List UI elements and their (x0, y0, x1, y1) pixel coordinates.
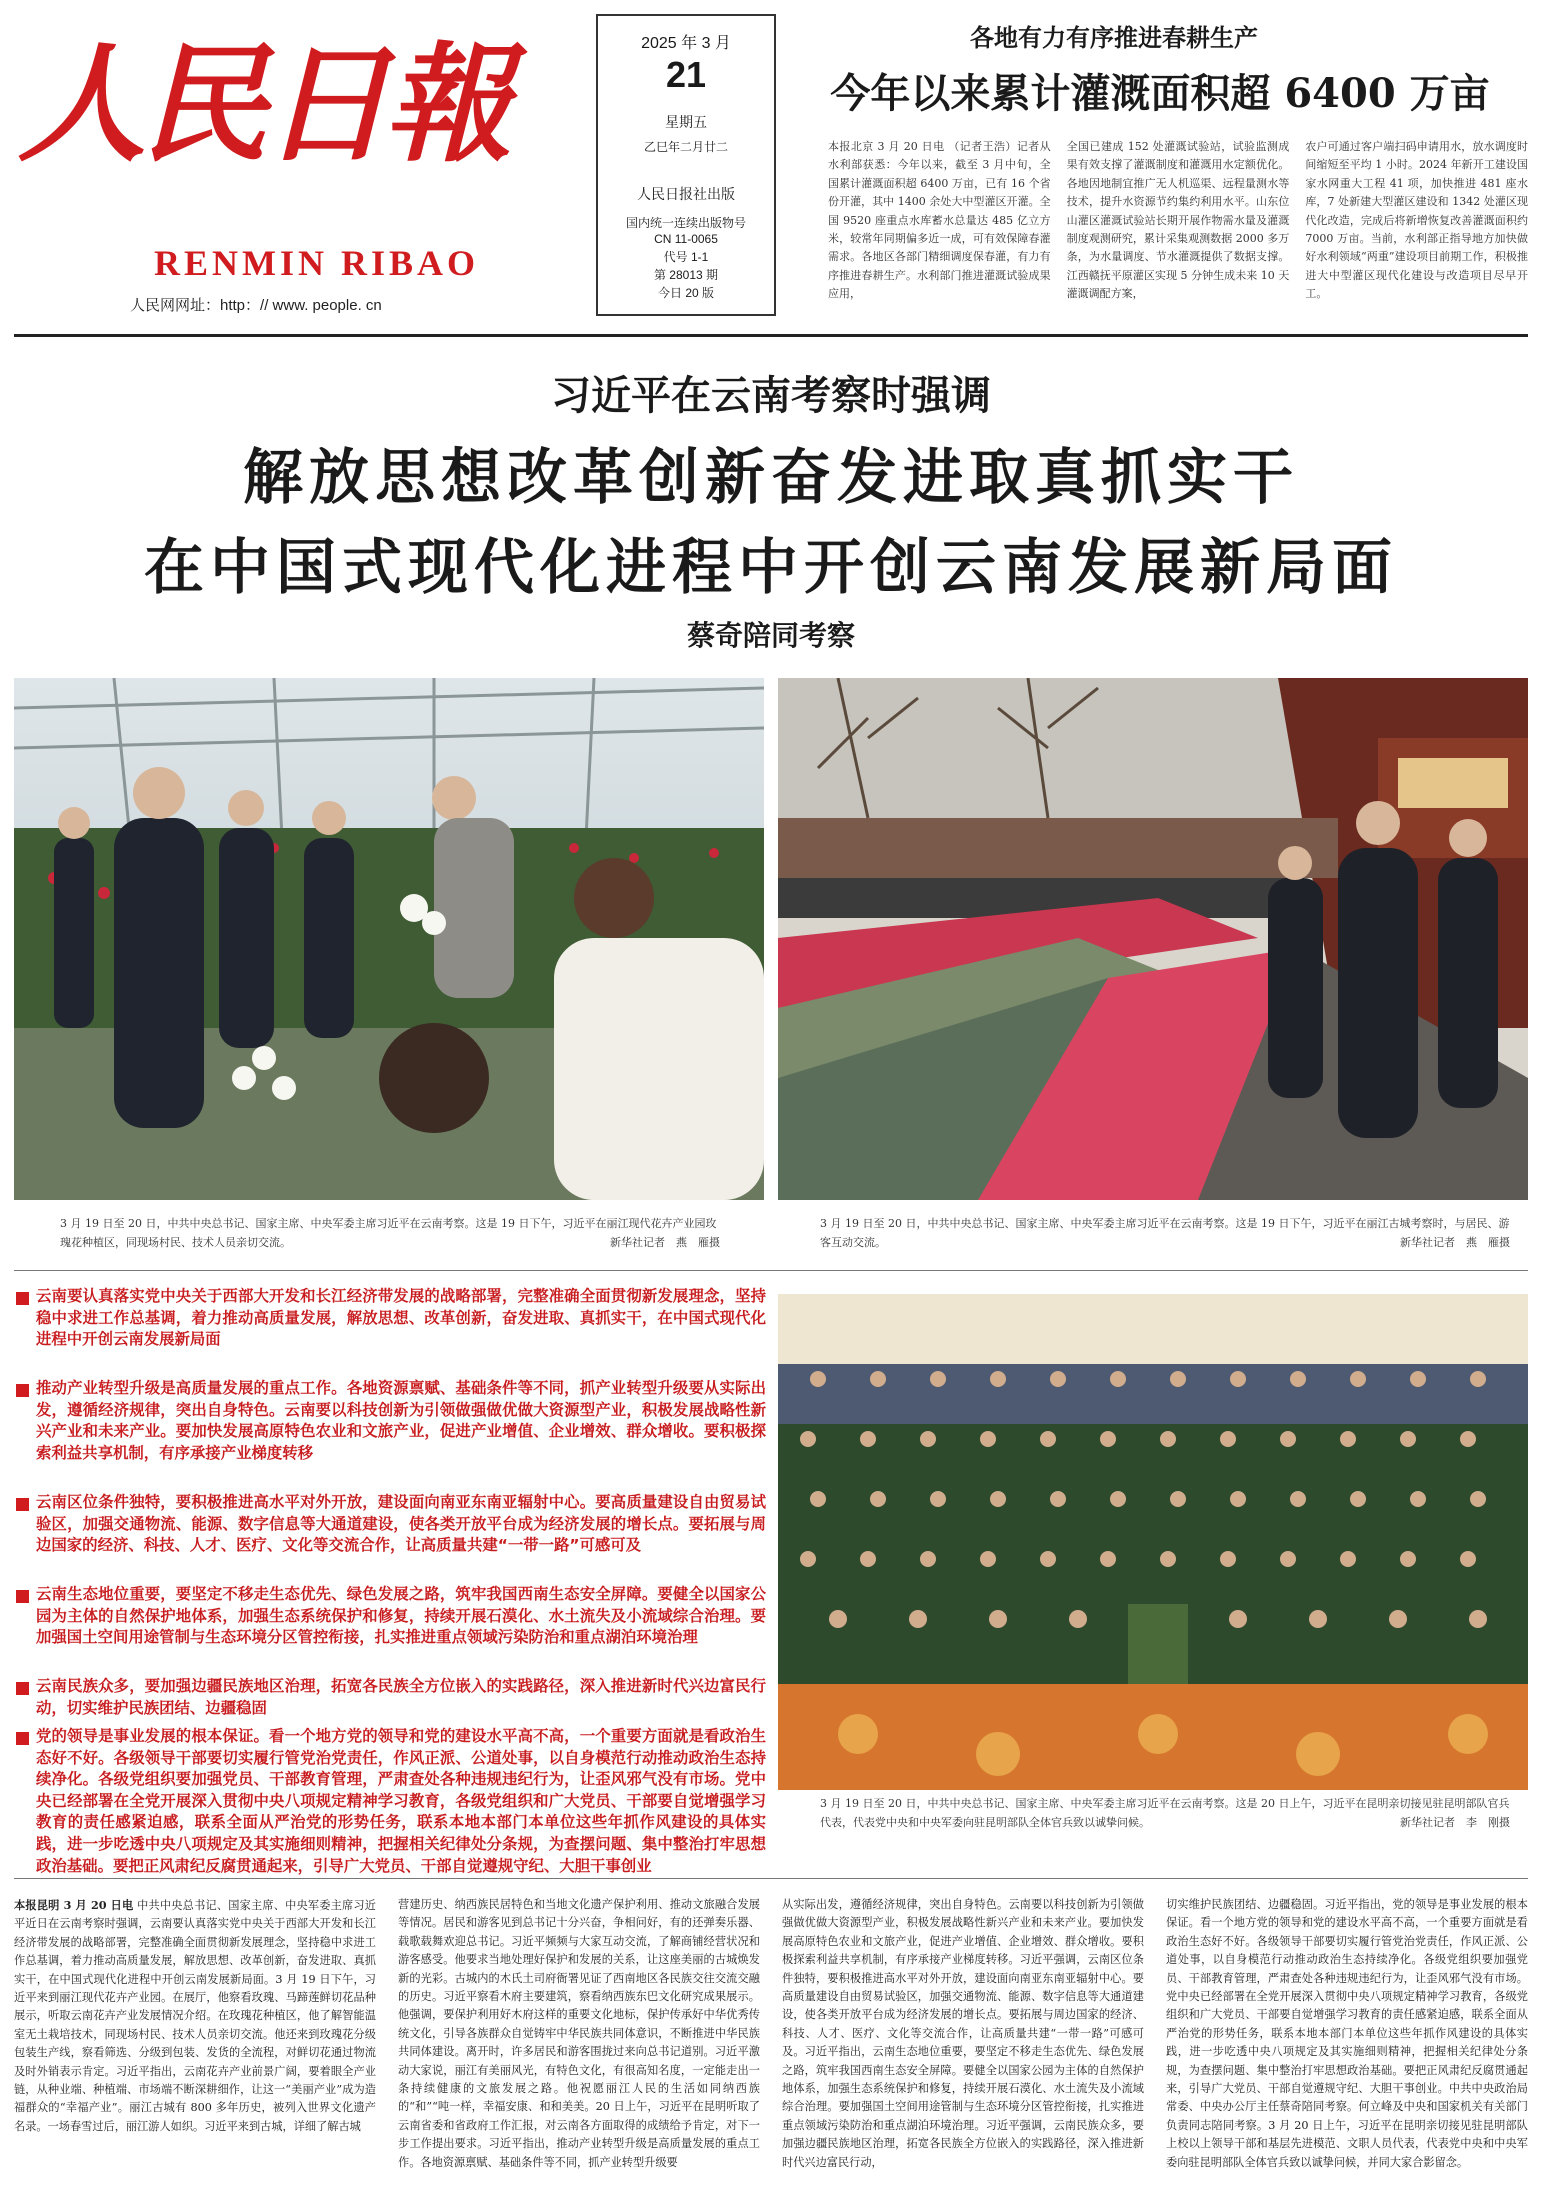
article-col-2: 营建历史、纳西族民居特色和当地文化遗产保护利用、推动文旅融合发展等情况。居民和游客见到总书记十分兴奋，争相问好，有的还弹奏乐器、载歌载舞欢迎总书记。习近平频频与大家互动交流，了解商铺经营状况和游客感受。他要求当地处理好保护和发展的关系，让这座美丽的古城焕发新的光彩。古城内的木氏土司府衙署见证了西南地区各民族交往交流交融的历史。习近平察看木府主要建筑，察看纳西族东巴文化研究成果展示。他强调，要保护利用好木府这样的重要文化地标，保护传承好中华优秀传统文化，引导各族群众自觉铸牢中华民族共同体意识，不断推进中华民族共同体建设。离开时，许多居民和游客围拢过来向总书记道别。习近平激动大家说，丽江有美丽风光，有特色文化，有很高知名度，一定能走出一条持续健康的文旅发展之路。他祝愿丽江人民的生活如同纳西族的“和”“吨一样，幸福安康、和和美美。20 日上午，习近平在昆明听取了云南省委和省政府工作汇报，对云南各方面取得的成绩给予肯定，对下一步工作提出要求。习近平指出，推动产业转型升级是高质量发展的重点工作。各地资源禀赋、基础条件等不同，抓产业转型升级要 (398, 1898, 760, 2169)
top-story-kicker: 各地有力有序推进春耕生产 (970, 24, 1258, 52)
top-story-title[interactable]: 今年以来累计灌溉面积超 6400 万亩 (830, 70, 1490, 117)
cn-number: CN 11-0065 (654, 232, 718, 246)
key-point (14, 1726, 766, 1877)
article-col-1 (14, 1896, 376, 2196)
article-col-3: 从实际出发，遵循经济规律，突出自身特色。云南要以科技创新为引领做强做优做大资源型产业，积极发展战略性新兴产业和未来产业。要加快发展高原特色农业和文旅产业，促进产业增值、企业增效、群众增收。要积极探索利益共享机制，有序承接产业梯度转移。习近平强调，云南区位条件独特，要积极推进高水平对外开放，建设面向南亚东南亚辐射中心。要高质量建设自由贸易试验区，加强交通物流、能源、数字信息等大通道建设，使各类开放平台成为经济发展的增长点。要拓展与周边国家的经济、科技、人才、医疗、文化等交流合作，让高质量共建“一带一路”可感可及。习近平指出，云南生态地位重要，要坚定不移走生态优先、绿色发展之路，筑牢我国西南生态安全屏障。要健全以国家公园为主体的自然保护地体系，加强生态系统保护和修复，持续开展石漠化、水土流失及小流域综合治理。要加强国土空间用途管制与生态环境分区管控衔接，扎实推进重点领域污染防治和重点湖泊环境治理。习近平强调，云南民族众多，要加强边疆民族地区治理，拓宽各民族全方位嵌入的实践路径，深入推进新时代兴边富民行动， (782, 1898, 1144, 2169)
key-point-text: 云南民族众多，要加强边疆民族地区治理，拓宽各民族全方位嵌入的实践路径，深入推进新时代兴边富民行动，切实维护民族团结、边疆稳固 (36, 1677, 766, 1717)
top-story[interactable] (800, 0, 1542, 330)
photo-caption-2 (820, 1214, 1510, 1252)
dateline: 本报昆明 3 月 20 日电 (14, 1898, 134, 1912)
lead-headline-line-1[interactable]: 解放思想改革创新奋发进取真抓实干 (243, 443, 1299, 513)
lunar-date: 乙巳年二月廿二 (643, 140, 728, 154)
masthead (0, 0, 1542, 340)
lead-kicker: 习近平在云南考察时强调 (551, 373, 991, 419)
publisher: 人民日报社出版 (637, 187, 735, 203)
lead-subhead: 蔡奇陪同考察 (686, 619, 855, 652)
top-story-col-3: 农户可通过客户端扫码申请用水，放水调度时间缩短至平均 1 小时。2024 年新开工建设国家水网重大工程 41 项，加快推进 481 座水库，7 处新建大型灌区建设和 1342 处灌区现代化改造，完成后将新增恢复改善灌溉面积约 7000 万亩。当前，水利部正指导地方加快做好水利领域“两重”建设项目前期工作，积极推进大中型灌区现代化建设与改造项目尽早开工。 (1305, 140, 1529, 301)
key-point (14, 1492, 766, 1557)
website-link[interactable]: 人民网网址：http：// www. people. cn (130, 297, 382, 314)
bullet-square-icon (16, 1682, 29, 1695)
logo-pinyin: RENMIN RIBAO (154, 243, 480, 283)
photo-flower-greenhouse[interactable] (14, 678, 764, 1200)
key-point-text: 党的领导是事业发展的根本保证。看一个地方党的领导和党的建设水平高不高，一个重要方面就是看政治生态好不好。各级领导干部要切实履行管党治党责任，作风正派、公道处事，以自身模范行动推动政治生态持续净化。各级党组织要加强党员、干部教育管理，严肃查处各种违规违纪行为，让歪风邪气没有市场。党中央已经部署在全党开展深入贯彻中央八项规定精神学习教育，各级党组织和广大党员、干部要自觉增强学习教育的责任感紧迫感，联系全面从严治党的形势任务，联系本地本部门本单位这些年抓作风建设的具体实践，进一步吃透中央八项规定及其实施细则精神，把握相关纪律处分条规，为查摆问题、集中整治打牢思想政治基础。要把正风肃纪反腐贯通起来，引导广大党员、干部自觉遵规守纪、大胆干事创业 (36, 1727, 766, 1875)
logo-text: 人民日報 (18, 30, 507, 180)
top-story-col-1: 本报北京 3 月 20 日电 （记者王浩）记者从水利部获悉：今年以来，截至 3 月中旬，全国累计灌溉面积超 6400 万亩，已有 16 个省份开灌，其中 1400 余处大中型灌区开灌。全国 9520 座重点水库蓄水总量达 485 亿立方米，较常年同期偏多近一成，可有效保障春灌需求。各地区各部门精细调度保春灌，有力有序推进春耕生产。水利部门推进灌溉试验成果应用， (828, 140, 1051, 301)
section-divider (14, 1270, 1528, 1271)
key-points (14, 1286, 766, 1875)
issue-day: 21 (665, 54, 707, 95)
issue-weekday: 星期五 (665, 114, 707, 130)
key-point-text: 云南生态地位重要，要坚定不移走生态优先、绿色发展之路，筑牢我国西南生态安全屏障。要健全以国家公园为主体的自然保护地体系，加强生态系统保护和修复，持续开展石漠化、水土流失及小流域综合治理。要加强国土空间用途管制与生态环境分区管控衔接，扎实推进重点领域污染防治和重点湖泊环境治理 (36, 1585, 766, 1647)
issue-info-box (596, 14, 776, 316)
photo-caption-1 (60, 1214, 720, 1252)
article-body (14, 1896, 1528, 2196)
caption-text-2: 3 月 19 日至 20 日，中共中央总书记、国家主席、中央军委主席习近平在云南考察。这是 19 日下午，习近平在丽江古城考察时，与居民、游客互动交流。 (820, 1217, 1510, 1249)
photo-caption-3 (820, 1794, 1510, 1832)
key-point-text: 云南要认真落实党中央关于西部大开发和长江经济带发展的战略部署，完整准确全面贯彻新发展理念，坚持稳中求进工作总基调，着力推动高质量发展，解放思想、改革创新，奋发进取、真抓实干，在中国式现代化进程中开创云南发展新局面 (36, 1287, 766, 1349)
photo-troops-group[interactable] (778, 1294, 1528, 1790)
top-story-col-2: 全国已建成 152 处灌溉试验站，试验监测成果有效支撑了灌溉制度和灌溉用水定额优化。各地因地制宜推广无人机巡渠、远程量测水等技术，提升水资源节约集约利用水平。山东位山灌区灌溉试验站长期开展作物需水量及灌溉制度观测研究，累计采集观测数据 2000 多万条，为水量调度、节水灌溉提供了数据支撑。江西赣抚平原灌区实现 5 分钟生成未来 10 天灌溉调配方案， (1066, 140, 1290, 301)
caption-text-1: 3 月 19 日至 20 日，中共中央总书记、国家主席、中央军委主席习近平在云南考察。这是 19 日下午，习近平在丽江现代花卉产业园玫瑰花种植区，同现场村民、技术人员亲切交流。 (60, 1217, 717, 1249)
bullet-square-icon (16, 1292, 29, 1305)
issue-date: 2025 年 3 月 (641, 35, 731, 52)
newspaper-logo[interactable] (14, 10, 574, 283)
key-point-text: 云南区位条件独特，要积极推进高水平对外开放，建设面向南亚东南亚辐射中心。要高质量建设自由贸易试验区，加强交通物流、能源、数字信息等大通道建设，使各类开放平台成为经济发展的增长点。要拓展与周边国家的经济、科技、人才、医疗、文化等交流合作，让高质量共建“一带一路”可感可及 (36, 1493, 766, 1555)
lead-headline-line-2[interactable]: 在中国式现代化进程中开创云南发展新局面 (144, 533, 1398, 603)
page-count: 今日 20 版 (657, 286, 715, 300)
postal-code: 代号 1-1 (663, 250, 709, 264)
article-text-1: 中共中央总书记、国家主席、中央军委主席习近平近日在云南考察时强调，云南要认真落实党中央关于西部大开发和长江经济带发展的战略部署，完整准确全面贯彻新发展理念，坚持稳中求进工作总基调，着力推动高质量发展，解放思想、改革创新，奋发进取、真抓实干，在中国式现代化进程中开创云南发展新局面。3 月 19 日下午，习近平来到丽江现代花卉产业园。在展厅，他察看玫瑰、马蹄莲鲜切花品种展示，听取云南花卉产业发展情况介绍。在玫瑰花种植区，他了解智能温室无土栽培技术，同现场村民、技术人员亲切交流。他还来到玫瑰花分级包装生产线，察看筛选、分级到包装、发货的全流程，对鲜切花通过物流及时外销表示肯定。习近平指出，云南花卉产业前景广阔，要着眼全产业链，从种业端、种植端、市场端不断深耕细作，让这一“美丽产业”成为造福群众的“幸福产业”。丽江古城有 800 多年历史，被列入世界文化遗产名录。一场春雪过后，丽江游人如织。习近平来到古城，详细了解古城 (14, 1899, 376, 2133)
photo-lijiang-old-town[interactable] (778, 678, 1528, 1200)
masthead-divider (14, 334, 1528, 337)
key-point (14, 1584, 766, 1649)
issue-number: 第 28013 期 (653, 268, 719, 282)
photo-credit-2: 新华社记者 燕 雁摄 (1400, 1236, 1510, 1249)
bullet-square-icon (16, 1732, 29, 1745)
key-point (14, 1676, 766, 1719)
bullet-square-icon (16, 1498, 29, 1511)
article-col-4: 切实维护民族团结、边疆稳固。习近平指出，党的领导是事业发展的根本保证。看一个地方党的领导和党的建设水平高不高，一个重要方面就是看政治生态好不好。各级领导干部要切实履行管党治党责任，作风正派、公道处事，以自身模范行动推动政治生态持续净化。各级党组织要加强党员、干部教育管理，严肃查处各种违规违纪行为，让歪风邪气没有市场。党中央已经部署在全党开展深入贯彻中央八项规定精神学习教育，各级党组织和广大党员、干部要自觉增强学习教育的责任感紧迫感，联系全面从严治党的形势任务，联系本地本部门本单位这些年抓作风建设的具体实践，进一步吃透中央八项规定及其实施细则精神，把握相关纪律处分条规，为查摆问题、集中整治打牢思想政治基础。要把正风肃纪反腐贯通起来，引导广大党员、干部自觉遵规守纪、大胆干事创业。中共中央政治局常委、中央办公厅主任蔡奇陪同考察。何立峰及中央和国家机关有关部门负责同志陪同考察。3 月 20 日上午，习近平在昆明亲切接见驻昆明部队上校以上领导干部和基层先进模范、文职人员代表，代表党中央和中央军委向驻昆明部队全体官兵致以诚挚问候，并同大家合影留念。 (1166, 1898, 1528, 2169)
body-divider (14, 1878, 1528, 1879)
key-point (14, 1286, 766, 1351)
photo-credit-1: 新华社记者 燕 雁摄 (610, 1236, 720, 1249)
key-point (14, 1378, 766, 1464)
top-story-body (828, 138, 1528, 324)
bullet-square-icon (16, 1590, 29, 1603)
photo-credit-3: 新华社记者 李 刚摄 (1400, 1816, 1510, 1829)
caption-text-3: 3 月 19 日至 20 日，中共中央总书记、国家主席、中央军委主席习近平在云南考察。这是 20 日上午，习近平在昆明亲切接见驻昆明部队官兵代表，代表党中央和中央军委向驻昆明部队全体官兵致以诚挚问候。 (820, 1797, 1510, 1829)
bullet-square-icon (16, 1384, 29, 1397)
serial-title: 国内统一连续出版物号 (625, 216, 746, 230)
key-point-text: 推动产业转型升级是高质量发展的重点工作。各地资源禀赋、基础条件等不同，抓产业转型升级要从实际出发，遵循经济规律，突出自身特色。云南要以科技创新为引领做强做优做大资源型产业，积极发展战略性新兴产业和未来产业。要加快发展高原特色农业和文旅产业，促进产业增值、企业增效、群众增收。要积极探索利益共享机制，有序承接产业梯度转移 (36, 1379, 766, 1462)
